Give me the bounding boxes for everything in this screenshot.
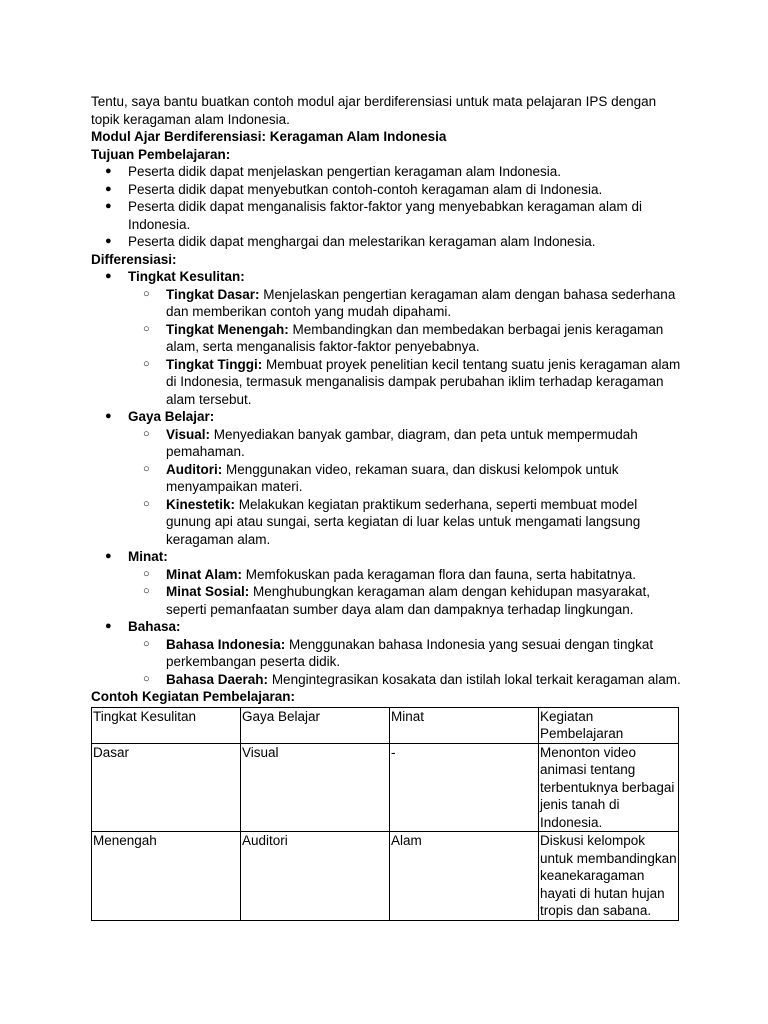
- table-cell: Visual: [241, 743, 390, 832]
- intro-paragraph: Tentu, saya bantu buatkan contoh modul ajar berdiferensiasi untuk mata pelajaran IPS dengan topik keragaman alam Indonesia.: [91, 94, 657, 127]
- table-cell: Menonton video animasi tentang terbentuknya berbagai jenis tanah di Indonesia.: [539, 743, 679, 832]
- column-header: Minat: [390, 707, 539, 743]
- table-cell: Alam: [390, 832, 539, 921]
- column-header: Kegiatan Pembelajaran: [539, 707, 679, 743]
- group-minat: ● Minat: ○ Minat Alam: Memfokuskan pada keragaman flora dan fauna, serta habitatnya. ○ Minat Sosial: Menghubungkan keragaman alam dengan kehidupan masyarakat, seperti pemanfaatan sumber daya alam dan dampaknya terhadap lingkungan.: [91, 548, 681, 618]
- activity-table: [91, 707, 679, 921]
- diferensiasi-list: [91, 268, 681, 688]
- group-tingkat-kesulitan: ● Tingkat Kesulitan: ○ Tingkat Dasar: Menjelaskan pengertian keragaman alam dengan bahasa sederhana dan memberikan contoh yang mudah dipahami. ○ Tingkat Menengah: Membandingkan dan membedakan berbagai jenis keragaman alam, serta menganalisis faktor-faktor penyebabnya. ○ Tingkat Tinggi: Membuat proyek penelitian kecil tentang suatu jenis keragaman alam di Indonesia, termasuk menganalisis dampak perubahan iklim terhadap keragaman alam tersebut.: [91, 268, 681, 408]
- table-cell: -: [390, 743, 539, 832]
- list-item: ○ Visual: Menyediakan banyak gambar, diagram, dan peta untuk mempermudah pemahaman.: [91, 426, 681, 461]
- tujuan-list: [91, 163, 681, 251]
- list-item: ○ Minat Sosial: Menghubungkan keragaman alam dengan kehidupan masyarakat, seperti pemanfaatan sumber daya alam dan dampaknya terhadap lingkungan.: [91, 583, 681, 618]
- list-item: ○ Bahasa Daerah: Mengintegrasikan kosakata dan istilah lokal terkait keragaman alam.: [91, 671, 681, 689]
- tujuan-heading: Tujuan Pembelajaran:: [91, 146, 231, 162]
- list-item: ● Peserta didik dapat menghargai dan melestarikan keragaman alam Indonesia.: [91, 233, 681, 251]
- group-gaya-belajar: ● Gaya Belajar: ○ Visual: Menyediakan banyak gambar, diagram, dan peta untuk mempermudah pemahaman. ○ Auditori: Menggunakan video, rekaman suara, dan diskusi kelompok untuk menyampaikan materi. ○ Kinestetik: Melakukan kegiatan praktikum sederhana, seperti membuat model gunung api atau sungai, serta kegiatan di luar kelas untuk mengamati langsung keragaman alam.: [91, 408, 681, 548]
- table-row: [92, 832, 679, 921]
- list-item: ○ Tingkat Dasar: Menjelaskan pengertian keragaman alam dengan bahasa sederhana dan memberikan contoh yang mudah dipahami.: [91, 286, 681, 321]
- group-bahasa: ● Bahasa: ○ Bahasa Indonesia: Menggunakan bahasa Indonesia yang sesuai dengan tingkat perkembangan peserta didik. ○ Bahasa Daerah: Mengintegrasikan kosakata dan istilah lokal terkait keragaman alam.: [91, 618, 681, 688]
- column-header: Tingkat Kesulitan: [92, 707, 241, 743]
- table-header-row: [92, 707, 679, 743]
- list-item: ● Peserta didik dapat menganalisis faktor-faktor yang menyebabkan keragaman alam di Indonesia.: [91, 198, 681, 233]
- table-cell: Diskusi kelompok untuk membandingkan keanekaragaman hayati di hutan hujan tropis dan sabana.: [540, 833, 677, 918]
- list-item: ○ Bahasa Indonesia: Menggunakan bahasa Indonesia yang sesuai dengan tingkat perkembangan peserta didik.: [91, 636, 681, 671]
- contoh-heading: Contoh Kegiatan Pembelajaran:: [91, 689, 296, 704]
- list-item: ○ Kinestetik: Melakukan kegiatan praktikum sederhana, seperti membuat model gunung api atau sungai, serta kegiatan di luar kelas untuk mengamati langsung keragaman alam.: [91, 496, 681, 549]
- list-item: ○ Tingkat Tinggi: Membuat proyek penelitian kecil tentang suatu jenis keragaman alam di Indonesia, termasuk menganalisis dampak perubahan iklim terhadap keragaman alam tersebut.: [91, 356, 681, 409]
- list-item: ● Peserta didik dapat menjelaskan pengertian keragaman alam Indonesia.: [91, 163, 681, 181]
- list-item: ● Peserta didik dapat menyebutkan contoh-contoh keragaman alam di Indonesia.: [91, 181, 681, 199]
- column-header: Gaya Belajar: [241, 707, 390, 743]
- table-cell: Dasar: [92, 743, 241, 832]
- list-item: ○ Auditori: Menggunakan video, rekaman suara, dan diskusi kelompok untuk menyampaikan materi.: [91, 461, 681, 496]
- table-row: [92, 743, 679, 832]
- list-item: ○ Tingkat Menengah: Membandingkan dan membedakan berbagai jenis keragaman alam, serta menganalisis faktor-faktor penyebabnya.: [91, 321, 681, 356]
- document-page: [91, 93, 681, 921]
- list-item: ○ Minat Alam: Memfokuskan pada keragaman flora dan fauna, serta habitatnya.: [91, 566, 681, 584]
- diferensiasi-heading: Differensiasi:: [91, 251, 177, 267]
- table-cell: Menengah: [92, 832, 241, 921]
- module-title: Modul Ajar Berdiferensiasi: Keragaman Alam Indonesia: [91, 129, 447, 144]
- table-cell: Auditori: [241, 832, 390, 921]
